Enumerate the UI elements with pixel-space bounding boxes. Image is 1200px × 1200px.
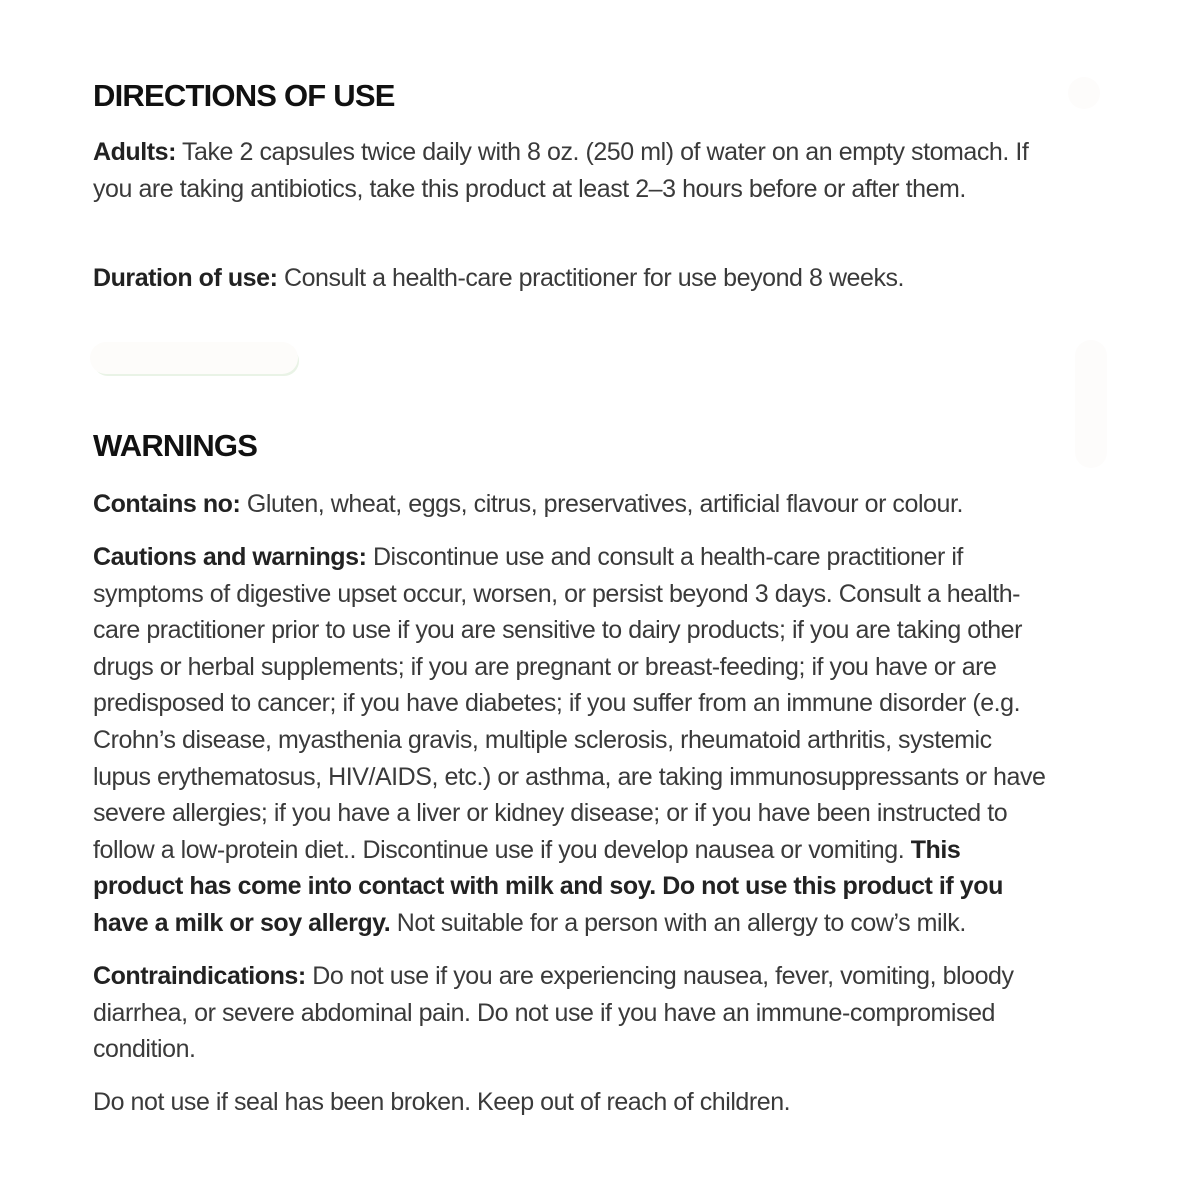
cows-milk-note: Not suitable for a person with an allergy to cow’s milk. xyxy=(390,908,966,937)
duration-line xyxy=(93,260,904,297)
cautions-and-warnings xyxy=(93,539,1045,942)
cautions-line-5: predisposed to cancer; if you have diabetes; if you suffer from an immune disorder (e.g. xyxy=(93,689,1021,718)
cautions-line-2: symptoms of digestive upset occur, worsen, or persist beyond 3 days. Consult a health- xyxy=(93,579,1021,608)
cautions-line-11 xyxy=(93,905,1045,942)
warnings-heading: WARNINGS xyxy=(93,428,258,463)
cautions-line-1 xyxy=(93,539,1045,576)
allergen-warning-middle: product has come into contact with milk and soy. Do not use this product if you xyxy=(93,872,1003,901)
contains-no-line xyxy=(93,486,963,523)
duration-label: Duration of use: xyxy=(93,264,278,292)
adults-directions xyxy=(93,134,1028,207)
contraindications xyxy=(93,958,1014,1068)
adults-label: Adults: xyxy=(93,138,176,166)
contains-no xyxy=(93,486,963,523)
cautions-line-7: lupus erythematosus, HIV/AIDS, etc.) or asthma, are taking immunosuppressants or have xyxy=(93,762,1046,791)
cautions-line-8: severe allergies; if you have a liver or kidney disease; or if you have been instructed to xyxy=(93,799,1008,828)
faint-decorative-dot xyxy=(1068,77,1100,109)
contraindications-line-1 xyxy=(93,958,1014,995)
adults-line-1 xyxy=(93,134,1028,171)
directions-heading: DIRECTIONS OF USE xyxy=(93,78,395,113)
faint-decorative-bar xyxy=(1075,340,1107,468)
allergen-warning-start: This xyxy=(910,835,961,864)
duration-of-use xyxy=(93,260,904,297)
contraindications-text-1: Do not use if you are experiencing nausea, fever, vomiting, bloody xyxy=(305,962,1014,990)
contraindications-line-3: condition. xyxy=(93,1035,196,1064)
cautions-label: Cautions and warnings: xyxy=(93,543,367,571)
contains-no-text: Gluten, wheat, eggs, citrus, preservatives, artificial flavour or colour. xyxy=(240,490,963,518)
cautions-line-4: drugs or herbal supplements; if you are pregnant or breast-feeding; if you have or are xyxy=(93,652,997,681)
final-notice xyxy=(93,1084,790,1121)
cautions-line-9 xyxy=(93,832,1045,869)
faint-decorative-pill xyxy=(90,342,298,374)
duration-text: Consult a health-care practitioner for use beyond 8 weeks. xyxy=(277,264,905,292)
cautions-line-6: Crohn’s disease, myasthenia gravis, multiple sclerosis, rheumatoid arthritis, systemic xyxy=(93,725,992,754)
adults-line-2: you are taking antibiotics, take this product at least 2–3 hours before or after them. xyxy=(93,174,966,203)
adults-text-1: Take 2 capsules twice daily with 8 oz. (250 ml) of water on an empty stomach. If xyxy=(175,138,1029,166)
contraindications-line-2: diarrhea, or severe abdominal pain. Do not use if you have an immune-compromised xyxy=(93,998,995,1027)
contraindications-label: Contraindications: xyxy=(93,962,306,990)
final-notice-line: Do not use if seal has been broken. Keep out of reach of children. xyxy=(93,1088,791,1116)
cautions-text-9: follow a low-protein diet.. Discontinue use if you develop nausea or vomiting. xyxy=(93,835,911,864)
allergen-warning-end: have a milk or soy allergy. xyxy=(93,908,391,937)
cautions-text-1: Discontinue use and consult a health-care practitioner if xyxy=(366,543,963,571)
cautions-line-3: care practitioner prior to use if you are sensitive to dairy products; if you are taking other xyxy=(93,616,1023,645)
contains-no-label: Contains no: xyxy=(93,490,241,518)
